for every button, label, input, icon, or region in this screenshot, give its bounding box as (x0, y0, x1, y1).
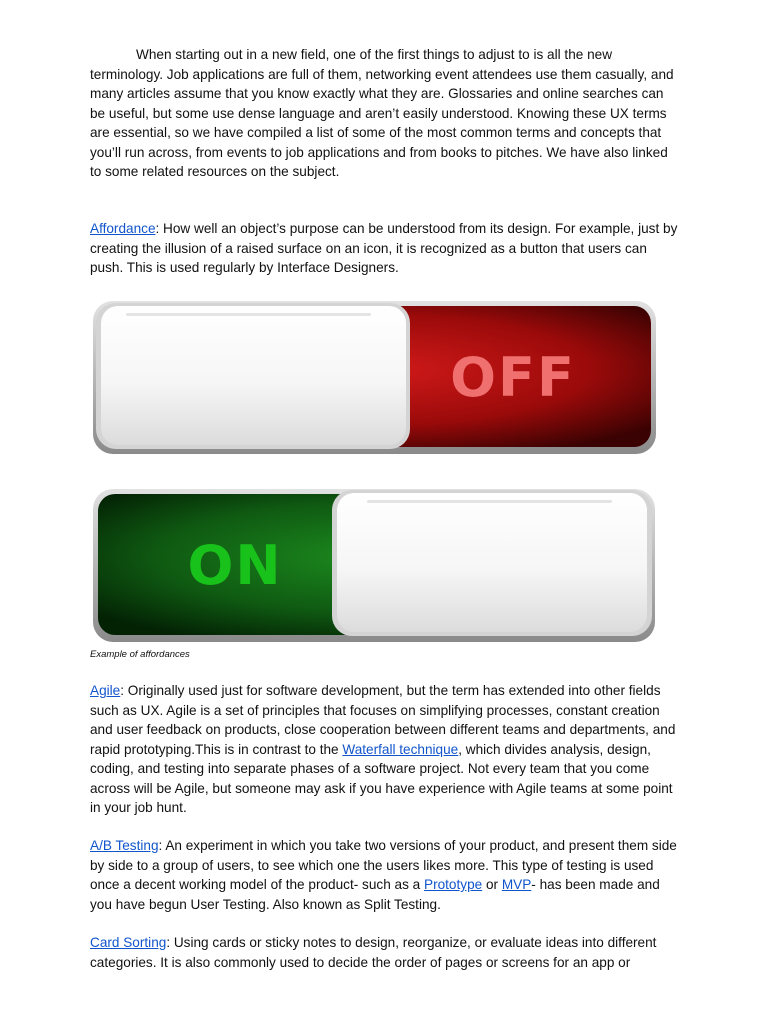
card-sorting-link[interactable]: Card Sorting (90, 935, 167, 950)
card-sorting-definition (90, 933, 680, 972)
off-switch (93, 301, 656, 454)
affordance-link[interactable]: Affordance (90, 221, 156, 236)
on-label: ON (187, 534, 283, 597)
ab-text-1: : An experiment in which you take two versions of your product, and present them side by side to a group of users, to see which one the users likes more. This type of testing is used once a decent working model of the product- such as a (90, 838, 677, 892)
prototype-link[interactable]: Prototype (424, 877, 483, 892)
affordance-figure (92, 300, 658, 645)
agile-text-2: , which divides analysis, design, coding, and testing into separate phases of a software project. Not every team that you come across will be Agile, but someone may ask if you have experience with Agile teams at some point in your job hunt. (90, 741, 673, 815)
affordance-definition (90, 219, 680, 278)
agile-definition (90, 681, 680, 818)
ab-text-2: or (482, 877, 502, 892)
waterfall-technique-link[interactable]: Waterfall technique (342, 741, 459, 757)
mvp-link[interactable]: MVP (501, 877, 532, 892)
agile-link[interactable]: Agile (90, 683, 121, 698)
on-switch (93, 489, 655, 642)
ab-testing-definition (90, 836, 680, 914)
ab-text-3: - has been made and you have begun User Testing. Also known as Split Testing. (90, 877, 660, 912)
off-label: OFF (450, 346, 576, 409)
figure-caption: Example of affordances (90, 649, 190, 660)
agile-text-1: : Originally used just for software development, but the term has extended into other fields such as UX. Agile is a set of principles that focuses on simplifying processes, constant creation and user feedback on products, close cooperation between different teams and departments, and rapid prototyping.This is in contrast to the (90, 683, 676, 757)
affordance-text: : How well an object’s purpose can be understood from its design. For example, just by creating the illusion of a raised surface on an icon, it is recognized as a button that users can push. This is used regularly by Interface Designers. (90, 221, 678, 275)
card-sorting-text: : Using cards or sticky notes to design, reorganize, or evaluate ideas into different categories. It is also commonly used to decide the order of pages or screens for an app or (90, 935, 657, 970)
intro-paragraph: When starting out in a new field, one of the first things to adjust to is all the new terminology. Job applications are full of them, networking event attendees use them casually, and many articles assume that you know exactly what they are. Glossaries and online searches can be useful, but some use dense language and aren’t easily understood. Knowing these UX terms are essential, so we have compiled a list of some of the most common terms and concepts that you’ll run across, from events to job applications and from books to pitches. We have also linked to some related resources on the subject. (90, 47, 674, 179)
ab-testing-link[interactable]: A/B Testing (90, 838, 159, 853)
